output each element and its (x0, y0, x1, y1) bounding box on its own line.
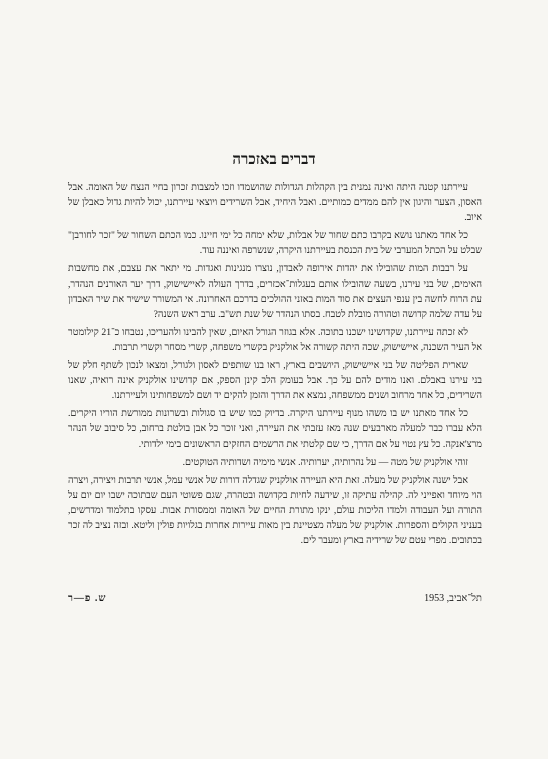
place-date: תל־אביב, 1953 (424, 593, 482, 604)
document-body (68, 180, 482, 551)
author-signature: ש. פ—ר (68, 593, 107, 604)
paragraph: על רבבות המות שהובילו את יהדות אירופה לאבדון, נוצרו מנגינות ואגדות. מי יתאר את עצבם, את מחשבות האימים, של בני עירנו, בשעה שהובילו אותם בעגלות־אכזרים, בדרך העולה לאיישישוק, דרך יער האורנים הנהדר, עת הרוח לחשה בין ענפי העצים את סוד המות באזני ההולכים בדרכם האחרונה. אי המשורר שישיר את שיר האבדון על עדה שלמה קדושה וטהורה מובלת לטבח. בסתו הנהדר של שנת תש"ב. ערב ראש השנה? (68, 263, 482, 320)
paragraph: עיירתנו קטנה היתה ואינה נמנית בין הקהלות הגדולות שהושמדו וזכו למצבות זכרון בחיי הנצח של האומה. אבל האסון, הצער והיגון אין להם ממדים כמותיים. ואבל היחיד, אבל השרידים ויוצאי עיירתנו, יכול להיות גדול כאבלן של איוב. (68, 182, 482, 224)
paragraph: לא זכתה עיירתנו, שקדושינו ישכנו בתוכה. אלא בגוזר הגורל האיום, שאין להבינו ולהעריכו, נטבחו כ־21 קילומטר אל העיר השכנה, איישישוק, שכה היתה קשורה אל אולקניק בקשרי משפחה, קשרי מסחר וקשרי תרבות. (68, 326, 482, 353)
paragraph: זוהי אולקניק של מטה — על נהרותיה, יערותיה. אנשי מימיה ושדותיה הטוקטים. (182, 456, 468, 468)
paragraph: כל אחד מאתנו יש בו משהו מנוף עיירתנו היקרה. בדיוק כמו שיש בו סגולות ובשרונות ממורשת הוריו היקרים. הלא עברו כבר למעלה מארבעים שנה מאז עזבתי את העיירה, ואני זוכר כל אבן בולטת ברחוב, כל סיבוב של הנהר מרצ'אנקה. כל עץ נטוי על אם הדרך, כי שם קלטתי את הרשמים החזקים הראשונים בימי ילדותי. (68, 408, 482, 450)
page-title: דברים באזכרה (232, 152, 316, 168)
paragraph: אבל ישנה אולקניק של מעלה. זאת היא העיירה אולקניק שגדלה דורות של אנשי עמל, אנשי תרבות ויצירה, ויצרה הוי מיוחד ואפייני לה. קהילה עתיקה זו, שידעה לחיות בקדושה ובטהרה, שגם פשוטי העם שבתוכה ישבו יום יום על התורה ועל העבודה ולמדו הליכות עולם, ינקו מתורת החיים של האומה וממסורת אבות. עסקו בתלמוד ומדרשים, בעניני הקולים והספרות. אולקניק של מעלה מצטיינת בין מאות עיירות אחרות בגלויות פולין וליטא. ובזה נציב לה זכר בכתובים. מפרי עטם של שרידיה בארץ ומעבר לים. (68, 474, 482, 547)
paragraph: כל אחד מאתנו נושא בקרבו כתם שחור של אבלות, שלא ימחה כל ימי חיינו. כמו הכתם השחור של "זכר לחורבן" שבלט על הכתל המערבי של בית הכנסת בעיירתנו היקרה, שנשרפה ואיננה עוד. (68, 230, 482, 257)
paragraph: שארית הפליטה של בני איישישוק, היושבים בארץ, ראו בנו שותפים לאסון ולגורל, ומצאו לנכון לשתף חלק של בני עירנו באבלם. ואנו מודים להם על כך. אבל בעומק הלב קינן הספק, אם קדושינו אולקניק אינה רואיה, שאנו השרידים, כל אחד מרחוב ושנים ממשפחה, נמצא את הדרך והזמן להקים יד ושם למשפחותינו ולעיירתנו. (68, 360, 482, 402)
